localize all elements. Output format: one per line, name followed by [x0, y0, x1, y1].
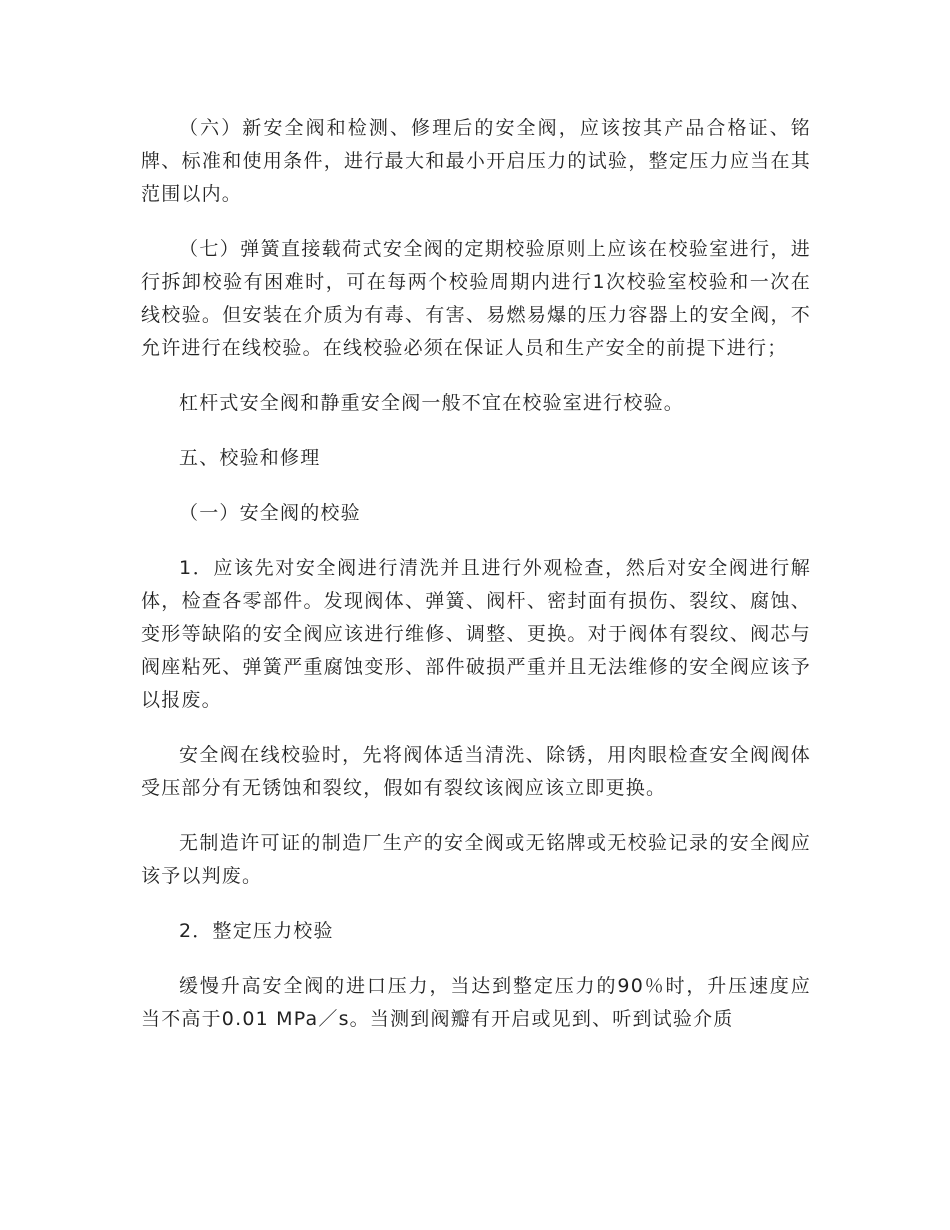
paragraph-spring-valve-periodic-check: （七）弹簧直接载荷式安全阀的定期校验原则上应该在校验室进行，进行拆卸校验有困难时，可在每两个校验周期内进行1次校验室校验和一次在线校验。但安装在介质为有毒、有害、易燃易爆的压力容器上的安全阀，不允许进行在线校验。在线校验必须在保证人员和生产安全的前提下进行； — [141, 238, 811, 359]
paragraph-pressure-ramp: 缓慢升高安全阀的进口压力，当达到整定压力的90％时，升压速度应当不高于0.01 MPa／s。当测到阀瓣有开启或见到、听到试验介质 — [141, 975, 811, 1030]
paragraph-unlicensed-valve: 无制造许可证的制造厂生产的安全阀或无铭牌或无校验记录的安全阀应该予以判废。 — [141, 832, 811, 887]
subsection-heading-valve-calibration: （一）安全阀的校验 — [179, 502, 361, 524]
paragraph-cleaning-inspection: 1．应该先对安全阀进行清洗并且进行外观检查，然后对安全阀进行解体，检查各零部件。发现阀体、弹簧、阀杆、密封面有损伤、裂纹、腐蚀、变形等缺陷的安全阀应该进行维修、调整、更换。对于阀体有裂纹、阀芯与阀座粘死、弹簧严重腐蚀变形、部件破损严重并且无法维修的安全阀应该予以报废。 — [141, 557, 811, 711]
paragraph-lever-valve-note: 杠杆式安全阀和静重安全阀一般不宜在校验室进行校验。 — [179, 392, 685, 414]
paragraph-online-calibration: 安全阀在线校验时，先将阀体适当清洗、除锈，用肉眼检查安全阀阀体受压部分有无锈蚀和裂纹，假如有裂纹该阀应该立即更换。 — [141, 744, 811, 799]
subsection-heading-set-pressure: 2．整定压力校验 — [179, 920, 334, 942]
document-body — [141, 112, 811, 1058]
section-heading-calibration-repair: 五、校验和修理 — [179, 447, 321, 469]
paragraph-new-valve-test: （六）新安全阀和检测、修理后的安全阀，应该按其产品合格证、铭牌、标准和使用条件，进行最大和最小开启压力的试验，整定压力应当在其范围以内。 — [141, 117, 811, 205]
